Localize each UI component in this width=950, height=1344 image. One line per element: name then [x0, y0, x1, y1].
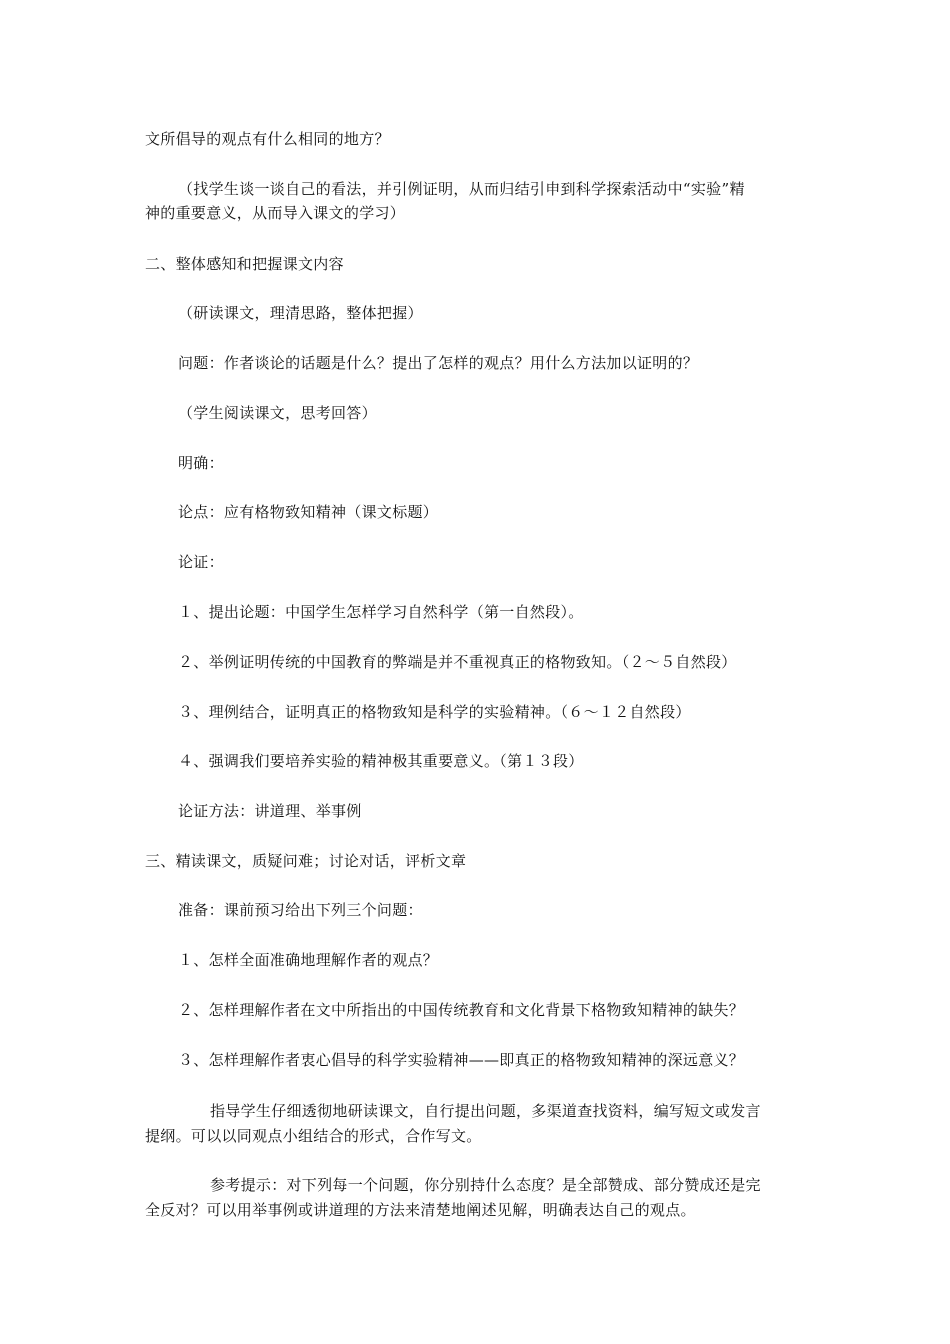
text-line: 论证： — [178, 553, 224, 571]
list-item: ３、理例结合，证明真正的格物致知是科学的实验精神。（６～１２自然段） — [178, 703, 691, 721]
text-line: 全反对？可以用举事例或讲道理的方法来清楚地阐述见解，明确表达自己的观点。 — [145, 1201, 696, 1219]
text-line: （学生阅读课文，思考回答） — [178, 404, 377, 422]
text-line: 参考提示：对下列每一个问题，你分别持什么态度？是全部赞成、部分赞成还是完 — [210, 1176, 761, 1194]
text-line: 文所倡导的观点有什么相同的地方？ — [145, 130, 390, 148]
list-item: ４、强调我们要培养实验的精神极其重要意义。（第１３段） — [178, 752, 584, 770]
text-line: 指导学生仔细透彻地研读课文，自行提出问题，多渠道查找资料，编写短文或发言 — [210, 1102, 761, 1120]
list-item: ２、举例证明传统的中国教育的弊端是并不重视真正的格物致知。（２～５自然段） — [178, 653, 737, 671]
text-line: 论证方法：讲道理、举事例 — [178, 802, 362, 820]
text-line: （找学生谈一谈自己的看法，并引例证明，从而归结引申到科学探索活动中“实验”精 — [178, 180, 745, 198]
text-line: 问题：作者谈论的话题是什么？提出了怎样的观点？用什么方法加以证明的？ — [178, 354, 699, 372]
text-line: 提纲。可以以同观点小组结合的形式，合作写文。 — [145, 1127, 482, 1145]
text-line: 论点：应有格物致知精神（课文标题） — [178, 503, 439, 521]
text-line: （研读课文，理清思路，整体把握） — [178, 304, 423, 322]
section-heading: 三、精读课文，质疑问难；讨论对话，评析文章 — [145, 852, 467, 870]
text-line: 神的重要意义，从而导入课文的学习） — [145, 204, 406, 222]
list-item: ２、怎样理解作者在文中所指出的中国传统教育和文化背景下格物致知精神的缺失？ — [178, 1001, 745, 1019]
list-item: ３、怎样理解作者衷心倡导的科学实验精神——即真正的格物致知精神的深远意义？ — [178, 1051, 745, 1069]
section-heading: 二、整体感知和把握课文内容 — [145, 255, 344, 273]
list-item: １、怎样全面准确地理解作者的观点？ — [178, 951, 439, 969]
text-line: 明确： — [178, 454, 224, 472]
list-item: １、提出论题：中国学生怎样学习自然科学（第一自然段）。 — [178, 603, 584, 621]
text-line: 准备：课前预习给出下列三个问题： — [178, 901, 423, 919]
